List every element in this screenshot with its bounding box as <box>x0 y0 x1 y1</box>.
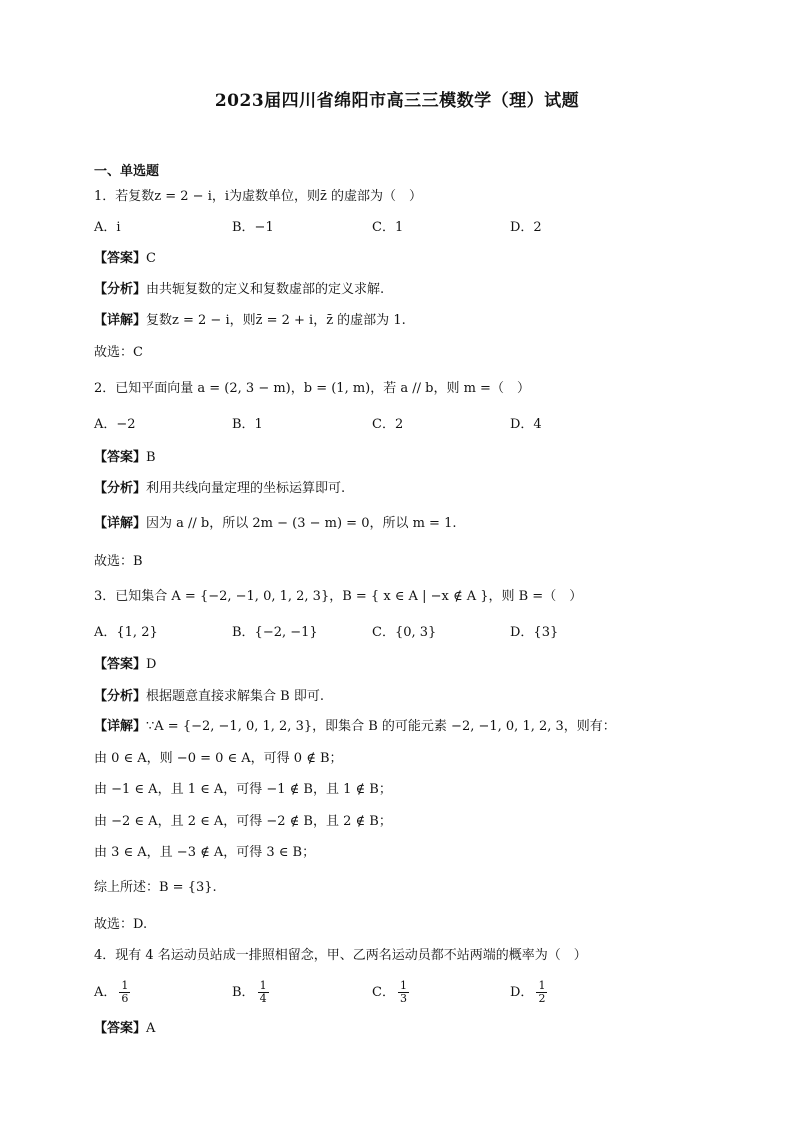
numerator: 1 <box>399 979 407 992</box>
q2-option-d: D．4 <box>510 417 542 432</box>
analysis-text: 利用共线向量定理的坐标运算即可. <box>146 481 346 496</box>
q3-option-b: B．{−2, −1} <box>232 625 318 640</box>
q3-option-c: C．{0, 3} <box>372 625 437 640</box>
q3-step-1: 由 0 ∈ A，则 −0 = 0 ∈ A，可得 0 ∉ B； <box>94 751 343 766</box>
q1-option-b: B．−1 <box>232 220 274 235</box>
analysis-text: 根据题意直接求解集合 B 即可. <box>146 689 324 704</box>
q4-option-a <box>94 980 130 1005</box>
q1-stem: 1．若复数z = 2 − i，i为虚数单位，则z̄ 的虚部为（ ） <box>94 189 423 204</box>
q1-option-a: A．i <box>94 220 121 235</box>
q3-step-3: 由 −2 ∈ A，且 2 ∈ A，可得 −2 ∉ B，且 2 ∉ B； <box>94 814 392 829</box>
q1-analysis <box>94 281 384 299</box>
q3-answer <box>94 656 156 674</box>
section-heading: 一、单选题 <box>94 164 160 179</box>
q3-step-4: 由 3 ∈ A，且 −3 ∉ A，可得 3 ∈ B； <box>94 845 316 860</box>
q2-stem: 2．已知平面向量 a = (2, 3 − m)，b = (1, m)，若 a // b，则 m =（ ） <box>94 381 530 396</box>
option-label: A． <box>94 985 117 1000</box>
denominator: 2 <box>538 992 546 1005</box>
q1-option-d: D．2 <box>510 220 542 235</box>
analysis-tag: 【分析】 <box>94 282 147 297</box>
denominator: 3 <box>399 992 407 1005</box>
q2-answer <box>94 449 156 467</box>
q3-option-d: D．{3} <box>510 625 559 640</box>
fraction <box>258 980 269 1005</box>
detail-tag: 【详解】 <box>94 313 147 328</box>
answer-value: B <box>146 450 156 465</box>
q2-option-c: C．2 <box>372 417 404 432</box>
denominator: 6 <box>121 992 129 1005</box>
q3-summary: 综上所述：B = {3}. <box>94 880 217 895</box>
q1-option-c: C．1 <box>372 220 404 235</box>
answer-tag: 【答案】 <box>94 450 147 465</box>
q3-analysis <box>94 688 324 706</box>
q2-detail <box>94 515 456 533</box>
q4-option-b <box>232 980 269 1005</box>
q1-detail <box>94 312 406 330</box>
q2-option-a: A．−2 <box>94 417 136 432</box>
detail-text: ∵A = {−2, −1, 0, 1, 2, 3}，即集合 B 的可能元素 −2, −1, 0, 1, 2, 3，则有： <box>146 719 616 734</box>
answer-tag: 【答案】 <box>94 251 147 266</box>
detail-tag: 【详解】 <box>94 516 147 531</box>
page-title: 2023届四川省绵阳市高三三模数学（理）试题 <box>214 91 580 111</box>
answer-tag: 【答案】 <box>94 657 147 672</box>
q4-stem: 4．现有 4 名运动员站成一排照相留念，甲、乙两名运动员都不站两端的概率为（ ） <box>94 948 587 963</box>
denominator: 4 <box>259 992 267 1005</box>
option-label: D． <box>510 985 534 1000</box>
numerator: 1 <box>538 979 546 992</box>
q3-option-a: A．{1, 2} <box>94 625 158 640</box>
option-label: B． <box>232 985 255 1000</box>
q2-option-b: B．1 <box>232 417 263 432</box>
q3-stem: 3．已知集合 A = {−2, −1, 0, 1, 2, 3}，B = { x ∈ A | −x ∉ A }，则 B =（ ） <box>94 589 583 604</box>
analysis-text: 由共轭复数的定义和复数虚部的定义求解. <box>146 282 385 297</box>
numerator: 1 <box>121 979 129 992</box>
answer-value: A <box>146 1021 156 1036</box>
detail-tag: 【详解】 <box>94 719 147 734</box>
analysis-tag: 【分析】 <box>94 689 147 704</box>
answer-value: D <box>146 657 157 672</box>
detail-text: 因为 a // b，所以 2m − (3 − m) = 0，所以 m = 1. <box>146 516 457 531</box>
q4-option-d <box>510 980 547 1005</box>
q3-detail <box>94 718 616 736</box>
q3-conclusion: 故选：D. <box>94 917 148 932</box>
numerator: 1 <box>259 979 267 992</box>
answer-value: C <box>146 251 156 266</box>
q4-option-c <box>372 980 409 1005</box>
fraction <box>398 980 409 1005</box>
q2-conclusion: 故选：B <box>94 554 143 569</box>
q1-conclusion: 故选：C <box>94 345 143 360</box>
q4-answer <box>94 1020 155 1038</box>
analysis-tag: 【分析】 <box>94 481 147 496</box>
q1-answer <box>94 250 156 268</box>
q3-step-2: 由 −1 ∈ A，且 1 ∈ A，可得 −1 ∉ B，且 1 ∉ B； <box>94 782 392 797</box>
fraction <box>119 980 130 1005</box>
answer-tag: 【答案】 <box>94 1021 147 1036</box>
q2-analysis <box>94 480 345 498</box>
option-label: C． <box>372 985 395 1000</box>
fraction <box>536 980 547 1005</box>
detail-text: 复数z = 2 − i，则z̄ = 2 + i，z̄ 的虚部为 1. <box>146 313 406 328</box>
